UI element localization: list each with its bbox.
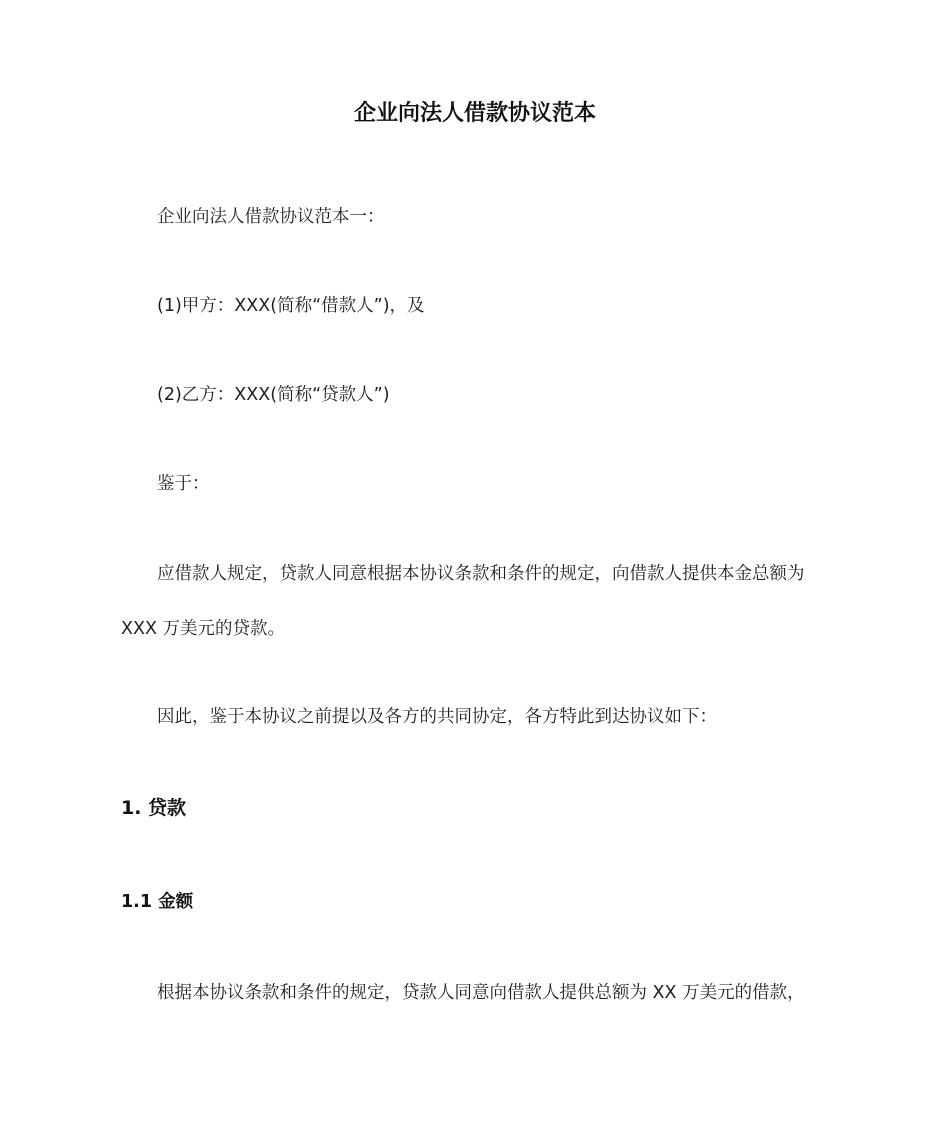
whereas-line: 鉴于： — [157, 474, 210, 494]
paragraph-2: 因此，鉴于本协议之前提以及各方的共同协定，各方特此到达协议如下： — [157, 707, 717, 727]
paragraph-1-line-2: XXX 万美元的贷款。 — [121, 619, 286, 639]
intro-line: 企业向法人借款协议范本一： — [157, 207, 385, 227]
paragraph-1-line-1: 应借款人规定，贷款人同意根据本协议条款和条件的规定，向借款人提供本金总额为 — [157, 564, 805, 584]
document-title: 企业向法人借款协议范本 — [353, 101, 596, 126]
section-1-heading: 1. 贷款 — [121, 797, 187, 819]
party-a-line: (1)甲方：XXX(简称“借款人”)，及 — [157, 296, 425, 316]
party-b-line: (2)乙方：XXX(简称“贷款人”) — [157, 385, 390, 405]
section-1-1-heading: 1.1 金额 — [121, 892, 194, 912]
paragraph-3: 根据本协议条款和条件的规定，贷款人同意向借款人提供总额为 XX 万美元的借款， — [157, 983, 805, 1003]
